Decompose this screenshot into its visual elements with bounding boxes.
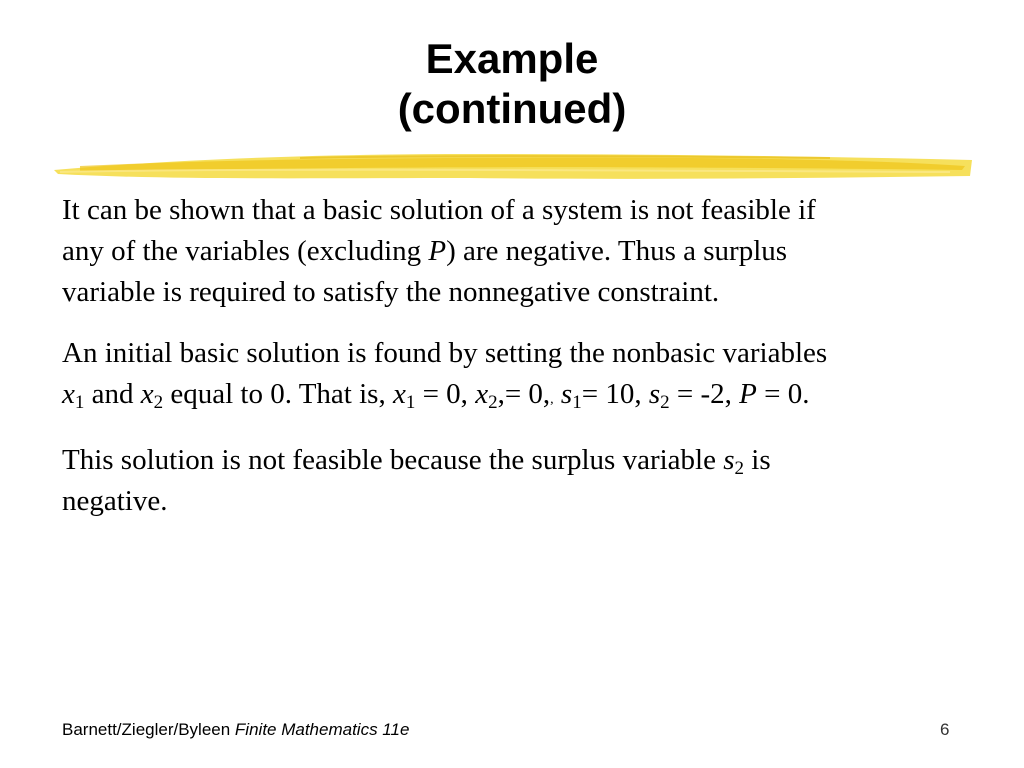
- p1-line-2a: any of the variables (excluding: [62, 235, 429, 267]
- footer-authors: Barnett/Ziegler/Byleen: [62, 720, 235, 739]
- p2-eq-neg2: = -2,: [669, 378, 740, 410]
- sub-1: 1: [405, 392, 416, 413]
- p2-eq-0: = 0,: [415, 378, 476, 410]
- sub-1: 1: [572, 392, 582, 413]
- p3-text-b: is: [744, 444, 771, 476]
- sub-2: 2: [734, 458, 745, 479]
- sub-1: 1: [74, 392, 85, 413]
- p2-equal-text: equal to 0. That is,: [163, 378, 393, 410]
- p3-line-2: negative.: [62, 485, 168, 517]
- var-P: P: [428, 235, 447, 267]
- var-s1: s: [560, 378, 573, 410]
- sub-2: 2: [488, 392, 498, 413]
- var-x2: x: [140, 378, 154, 410]
- p1-line-2b: ) are negative. Thus a surplus: [446, 235, 788, 267]
- sub-2: 2: [660, 392, 670, 413]
- footer-book-title: Finite Mathematics 11e: [234, 720, 410, 739]
- p1-line-1: It can be shown that a basic solution of a system is not feasible if: [62, 194, 816, 226]
- var-P: P: [739, 378, 757, 410]
- p1-line-3: variable is required to satisfy the nonnegative constraint.: [62, 276, 720, 308]
- var-x2-eq: x: [475, 378, 489, 410]
- title-line-1: Example: [425, 35, 599, 82]
- p3-text-a: This solution is not feasible because the surplus variable: [62, 444, 724, 476]
- var-s2: s: [723, 444, 735, 476]
- highlighter-underline: [50, 146, 976, 186]
- p2-line-1: An initial basic solution is found by setting the nonbasic variables: [62, 337, 828, 369]
- slide-body: [62, 190, 972, 542]
- p2-and: and: [84, 378, 141, 410]
- slide-title: [0, 34, 1024, 134]
- title-line-2: (continued): [397, 85, 627, 132]
- paragraph-2: [62, 333, 972, 420]
- paragraph-3: [62, 440, 972, 522]
- footer-citation: [62, 720, 409, 740]
- var-x1-eq: x: [392, 378, 406, 410]
- p2-eq-10: = 10,: [581, 378, 649, 410]
- p2-eq-0-end: = 0.: [756, 378, 810, 410]
- sub-2: 2: [153, 392, 164, 413]
- var-x1: x: [62, 378, 75, 410]
- p2-eq-0b: ,= 0,: [497, 378, 551, 410]
- paragraph-1: [62, 190, 972, 313]
- page-number: 6: [940, 720, 950, 739]
- p2-small-comma: ,: [550, 392, 554, 407]
- var-s2: s: [648, 378, 661, 410]
